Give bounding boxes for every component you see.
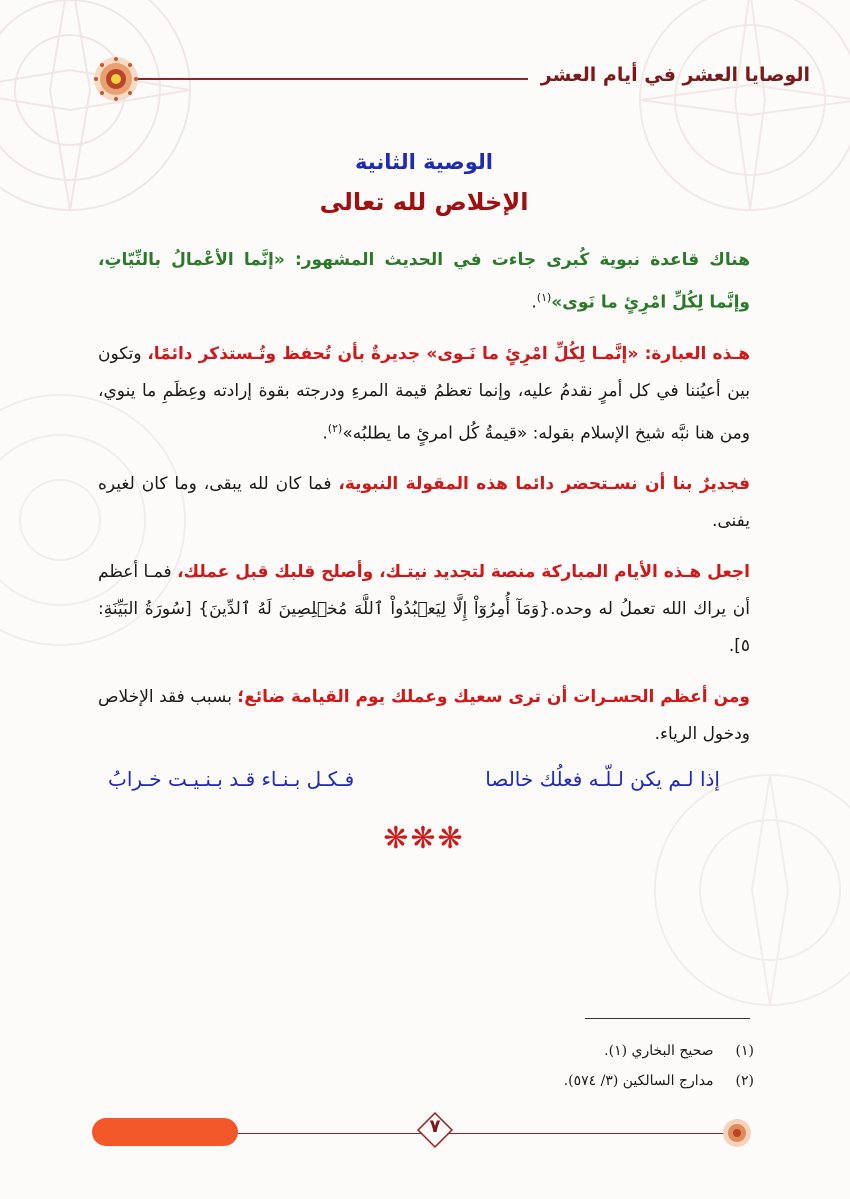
poetry-verse [108, 767, 720, 791]
paragraph-lead: ومن أعظم الحسـرات أن ترى سعيك وعملك يوم القيامة ضائع؛ [237, 687, 750, 708]
header-rule [138, 78, 528, 80]
paragraph-text: فما كان لله يبقى، وما كان لغيره يفنى. [98, 474, 750, 532]
page-number: ٧ [429, 1116, 441, 1137]
footer-accent-bar [92, 1118, 238, 1146]
paragraph-end: . [322, 423, 328, 444]
footnote-ref: (١) [536, 291, 552, 304]
footnote-text: صحيح البخاري (١). [604, 1043, 714, 1059]
verse-first-hemistich: إذا لـم يكن لـلّـه فعلُك خالصا [485, 767, 720, 792]
footnote-item [564, 1036, 754, 1066]
running-header-title: الوصايا العشر في أيام العشر [540, 64, 810, 86]
paragraph-lead: اجعل هـذه الأيام المباركة منصة لتجديد نيتـك، وأصلح قلبك قبل عملك، [177, 562, 750, 583]
paragraph-renew [98, 554, 750, 665]
footnote-ref: (٢) [327, 421, 343, 435]
paragraph-lead: فجديرٌ بنا أن نسـتحضر دائما هذه المقولة النبوية، [338, 474, 750, 495]
section-label: الوصية الثانية [355, 150, 493, 174]
footnote-number: (١) [735, 1043, 754, 1059]
section-title: الإخلاص لله تعالى [319, 188, 529, 216]
paragraph-lead: هـذه العبارة: «إنَّمـا لِكُلِّ امْرِئٍ ما نَـوى» جديرةٌ بأن تُحفظ وتُـستذكر دائمًا، [147, 343, 751, 364]
section-divider-stars: ❋❋❋ [383, 821, 465, 857]
hadith-quote: هناك قاعدة نبوية كُبرى جاءت في الحديث المشهور: «إنَّما الأعْمالُ بالنِّيّاتِ، وإنَّما لِكُلِّ امْرِئٍ ما نَوى» [98, 250, 750, 313]
footnote-text: مدارج السالكين (٣/ ٥٧٤). [563, 1073, 714, 1089]
paragraph-remember [98, 466, 750, 540]
footnote-separator [585, 1018, 750, 1019]
paragraph-hadith [98, 242, 750, 322]
footnote-item [564, 1066, 754, 1096]
footnote-number: (٢) [735, 1073, 754, 1089]
medallion-icon [92, 55, 140, 103]
medallion-icon [722, 1118, 752, 1148]
footnotes [564, 1036, 754, 1096]
paragraph-intention [98, 336, 750, 453]
paragraph-text: وتكون بين أعيُننا في كل أمرٍ نقدمُ عليه، وإنما تعظمُ قيمة المرءِ ودرجته بقوة إرادته وعِظَمِ ما ينوي، ومن هنا نبَّه شيخ الإسلام بقوله: «قيمةُ كُل امرئٍ ما يطلبُه» [98, 343, 750, 444]
paragraph-text: فمـا أعظم أن يراك الله تعملُ له وحده.{وَمَآ أُمِرُوٓاْ إِلَّا لِيَعۡبُدُواْ ٱللَّهَ مُخۡلِصِينَ لَهُ ٱلدِّينَ} [سُورَةُ البَيِّنَةِ: ٥]. [98, 562, 750, 657]
page-content [98, 150, 750, 856]
paragraph-regret [98, 679, 750, 753]
paragraph-text: بسبب فقد الإخلاص ودخول الرياء. [98, 687, 750, 745]
verse-second-hemistich: فـكـل بـنـاء قـد بـنـيـت خـرابُ [108, 767, 355, 792]
paragraph-end: . [531, 292, 537, 313]
footer-rule [238, 1133, 728, 1134]
